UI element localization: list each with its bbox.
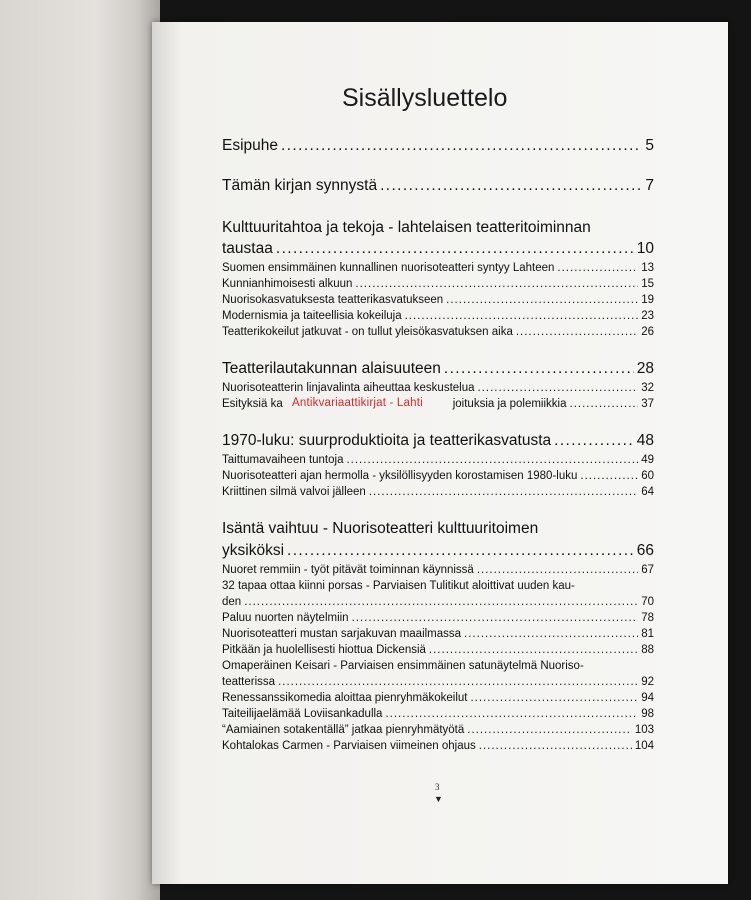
dot-leader [276, 240, 634, 258]
dot-leader [278, 676, 638, 688]
toc-subentry [222, 596, 654, 608]
toc-entry-page: 48 [636, 432, 654, 449]
toc-entry-title: Taiteilijaelämää Loviisankadulla [222, 708, 383, 720]
toc-entry-title-cont: yksiköksi [222, 542, 285, 559]
toc-subentry [222, 628, 654, 640]
toc-entry-title: Teatterilautakunnan alaisuuteen [222, 360, 441, 377]
toc-chapter-teatterilautakunnan [222, 360, 654, 378]
toc-entry-title: “Aamiainen sotakentällä” jatkaa pienryhmätyötä [222, 724, 465, 736]
toc-subentry [222, 692, 654, 704]
dot-leader [470, 692, 638, 704]
dot-leader [287, 542, 634, 560]
toc-subentry-title: Omaperäinen Keisari - Parviaisen ensimmäinen satunäytelmä Nuoriso- [222, 660, 584, 672]
toc-chapter-title: Kulttuuritahtoa ja tekoja - lahtelaisen teatteritoiminnan [222, 219, 591, 236]
toc-subentry [222, 326, 654, 338]
toc-entry-title: 1970-luku: suurproduktioita ja teatterikasvatusta [222, 432, 552, 449]
toc-entry-title: Tämän kirjan synnystä [222, 177, 378, 194]
dot-leader [467, 724, 632, 736]
toc-entry-esipuhe [222, 137, 654, 155]
dot-leader [405, 310, 639, 322]
dot-leader [570, 398, 639, 410]
toc-entry-kulttuuritahtoa [222, 240, 654, 258]
toc-entry-page: 66 [636, 542, 654, 559]
dot-leader [369, 486, 638, 498]
toc-entry-page: 7 [645, 177, 654, 194]
toc-entry-page: 5 [645, 137, 654, 154]
toc-entry-page: 92 [641, 676, 654, 688]
toc-entry-title: Kunnianhimoisesti alkuun [222, 278, 353, 290]
dot-leader [444, 360, 634, 378]
toc-entry-page: 10 [636, 240, 654, 257]
page-number: 3 [435, 782, 440, 792]
toc-entry-page: 28 [636, 360, 654, 377]
toc-entry-page: 32 [641, 382, 654, 394]
dot-leader [554, 432, 634, 450]
dot-leader [346, 454, 638, 466]
toc-entry-synnysta [222, 177, 654, 195]
dot-leader [580, 470, 638, 482]
toc-subentry [222, 454, 654, 466]
page-title: Sisällysluettelo [342, 84, 508, 112]
dot-leader [477, 564, 638, 576]
toc-subentry [222, 676, 654, 688]
toc-entry-title: Nuoret remmiin - työt pitävät toiminnan käynnissä [222, 564, 474, 576]
dot-leader [516, 326, 638, 338]
toc-entry-title: Teatterikokeilut jatkuvat - on tullut yleisökasvatuksen aika [222, 326, 513, 338]
toc-entry-page: 94 [641, 692, 654, 704]
toc-entry-title: Modernismia ja taiteellisia kokeiluja [222, 310, 402, 322]
toc-entry-title: Nuorisoteatteri ajan hermolla - yksilöllisyyden korostamisen 1980-luku [222, 470, 578, 482]
toc-entry-page: 67 [641, 564, 654, 576]
toc-entry-title: Suomen ensimmäinen kunnallinen nuorisoteatteri syntyy Lahteen [222, 262, 555, 274]
toc-subentry [222, 740, 654, 752]
toc-entry-title-cont: den [222, 596, 242, 608]
toc-subentry [222, 612, 654, 624]
toc-entry-title: Taittumavaiheen tuntoja [222, 454, 344, 466]
toc-entry-page: 19 [641, 294, 654, 306]
toc-entry-page: 98 [641, 708, 654, 720]
toc-entry-title: Kohtalokas Carmen - Parviaisen viimeinen ohjaus [222, 740, 476, 752]
toc-entry-page: 13 [641, 262, 654, 274]
toc-subentry [222, 262, 654, 274]
toc-subentry [222, 708, 654, 720]
dot-leader [244, 596, 638, 608]
dot-leader [355, 278, 638, 290]
toc-entry-title-cont: teatterissa [222, 676, 276, 688]
toc-entry-page: 103 [634, 724, 654, 736]
toc-entry-title: Nuorisoteatterin linjavalinta aiheuttaa keskustelua [222, 382, 475, 394]
dot-leader [557, 262, 638, 274]
dot-leader [479, 740, 632, 752]
toc-chapter-title: Isäntä vaihtuu - Nuorisoteatteri kulttuuritoimen [222, 520, 539, 537]
dot-leader [380, 177, 642, 195]
toc-subentry [222, 724, 654, 736]
toc-subentry [222, 382, 654, 394]
toc-entry-title: Renessanssikomedia aloittaa pienryhmäkokeilut [222, 692, 468, 704]
toc-subentry [222, 398, 654, 410]
dot-leader [429, 644, 638, 656]
toc-entry-title: Esityksiä ka [222, 398, 283, 410]
toc-entry-yksikoksi [222, 542, 654, 560]
dot-leader [478, 382, 639, 394]
toc-subentry [222, 644, 654, 656]
toc-entry-page: 15 [641, 278, 654, 290]
dot-leader [446, 294, 638, 306]
dot-leader [385, 708, 638, 720]
toc-entry-title-end: joituksia ja polemiikkia [452, 398, 567, 410]
toc-entry-page: 88 [641, 644, 654, 656]
toc-chapter-1970-luku [222, 432, 654, 450]
toc-entry-page: 81 [641, 628, 654, 640]
page-number-arrow-icon: ▼ [434, 794, 443, 804]
toc-subentry [222, 564, 654, 576]
toc-entry-page: 49 [641, 454, 654, 466]
toc-entry-page: 37 [641, 398, 654, 410]
toc-subentry [222, 294, 654, 306]
dot-leader [281, 137, 642, 155]
toc-entry-title: Nuorisokasvatuksesta teatterikasvatukseen [222, 294, 444, 306]
toc-subentry [222, 470, 654, 482]
toc-subentry [222, 310, 654, 322]
toc-entry-page: 60 [641, 470, 654, 482]
toc-entry-page: 26 [641, 326, 654, 338]
toc-entry-title: Nuorisoteatteri mustan sarjakuvan maailmassa [222, 628, 462, 640]
toc-entry-title: Esipuhe [222, 137, 279, 154]
toc-entry-page: 64 [641, 486, 654, 498]
toc-subentry [222, 278, 654, 290]
toc-entry-page: 104 [634, 740, 654, 752]
toc-entry-title: Kriittinen silmä valvoi jälleen [222, 486, 366, 498]
toc-entry-page: 78 [641, 612, 654, 624]
toc-entry-page: 70 [641, 596, 654, 608]
toc-subentry-title: 32 tapaa ottaa kiinni porsas - Parviaisen Tulitikut aloittivat uuden kau- [222, 580, 575, 592]
toc-entry-page: 23 [641, 310, 654, 322]
toc-entry-title: Paluu nuorten näytelmiin [222, 612, 349, 624]
toc-subentry [222, 486, 654, 498]
toc-entry-title-cont: taustaa [222, 240, 273, 257]
watermark: Antikvariaattikirjat - Lahti [292, 397, 423, 409]
left-page [0, 0, 160, 900]
toc-entry-title: Pitkään ja huolellisesti hiottua Dickensiä [222, 644, 426, 656]
dot-leader [464, 628, 638, 640]
book-page [152, 22, 728, 884]
dot-leader [352, 612, 639, 624]
